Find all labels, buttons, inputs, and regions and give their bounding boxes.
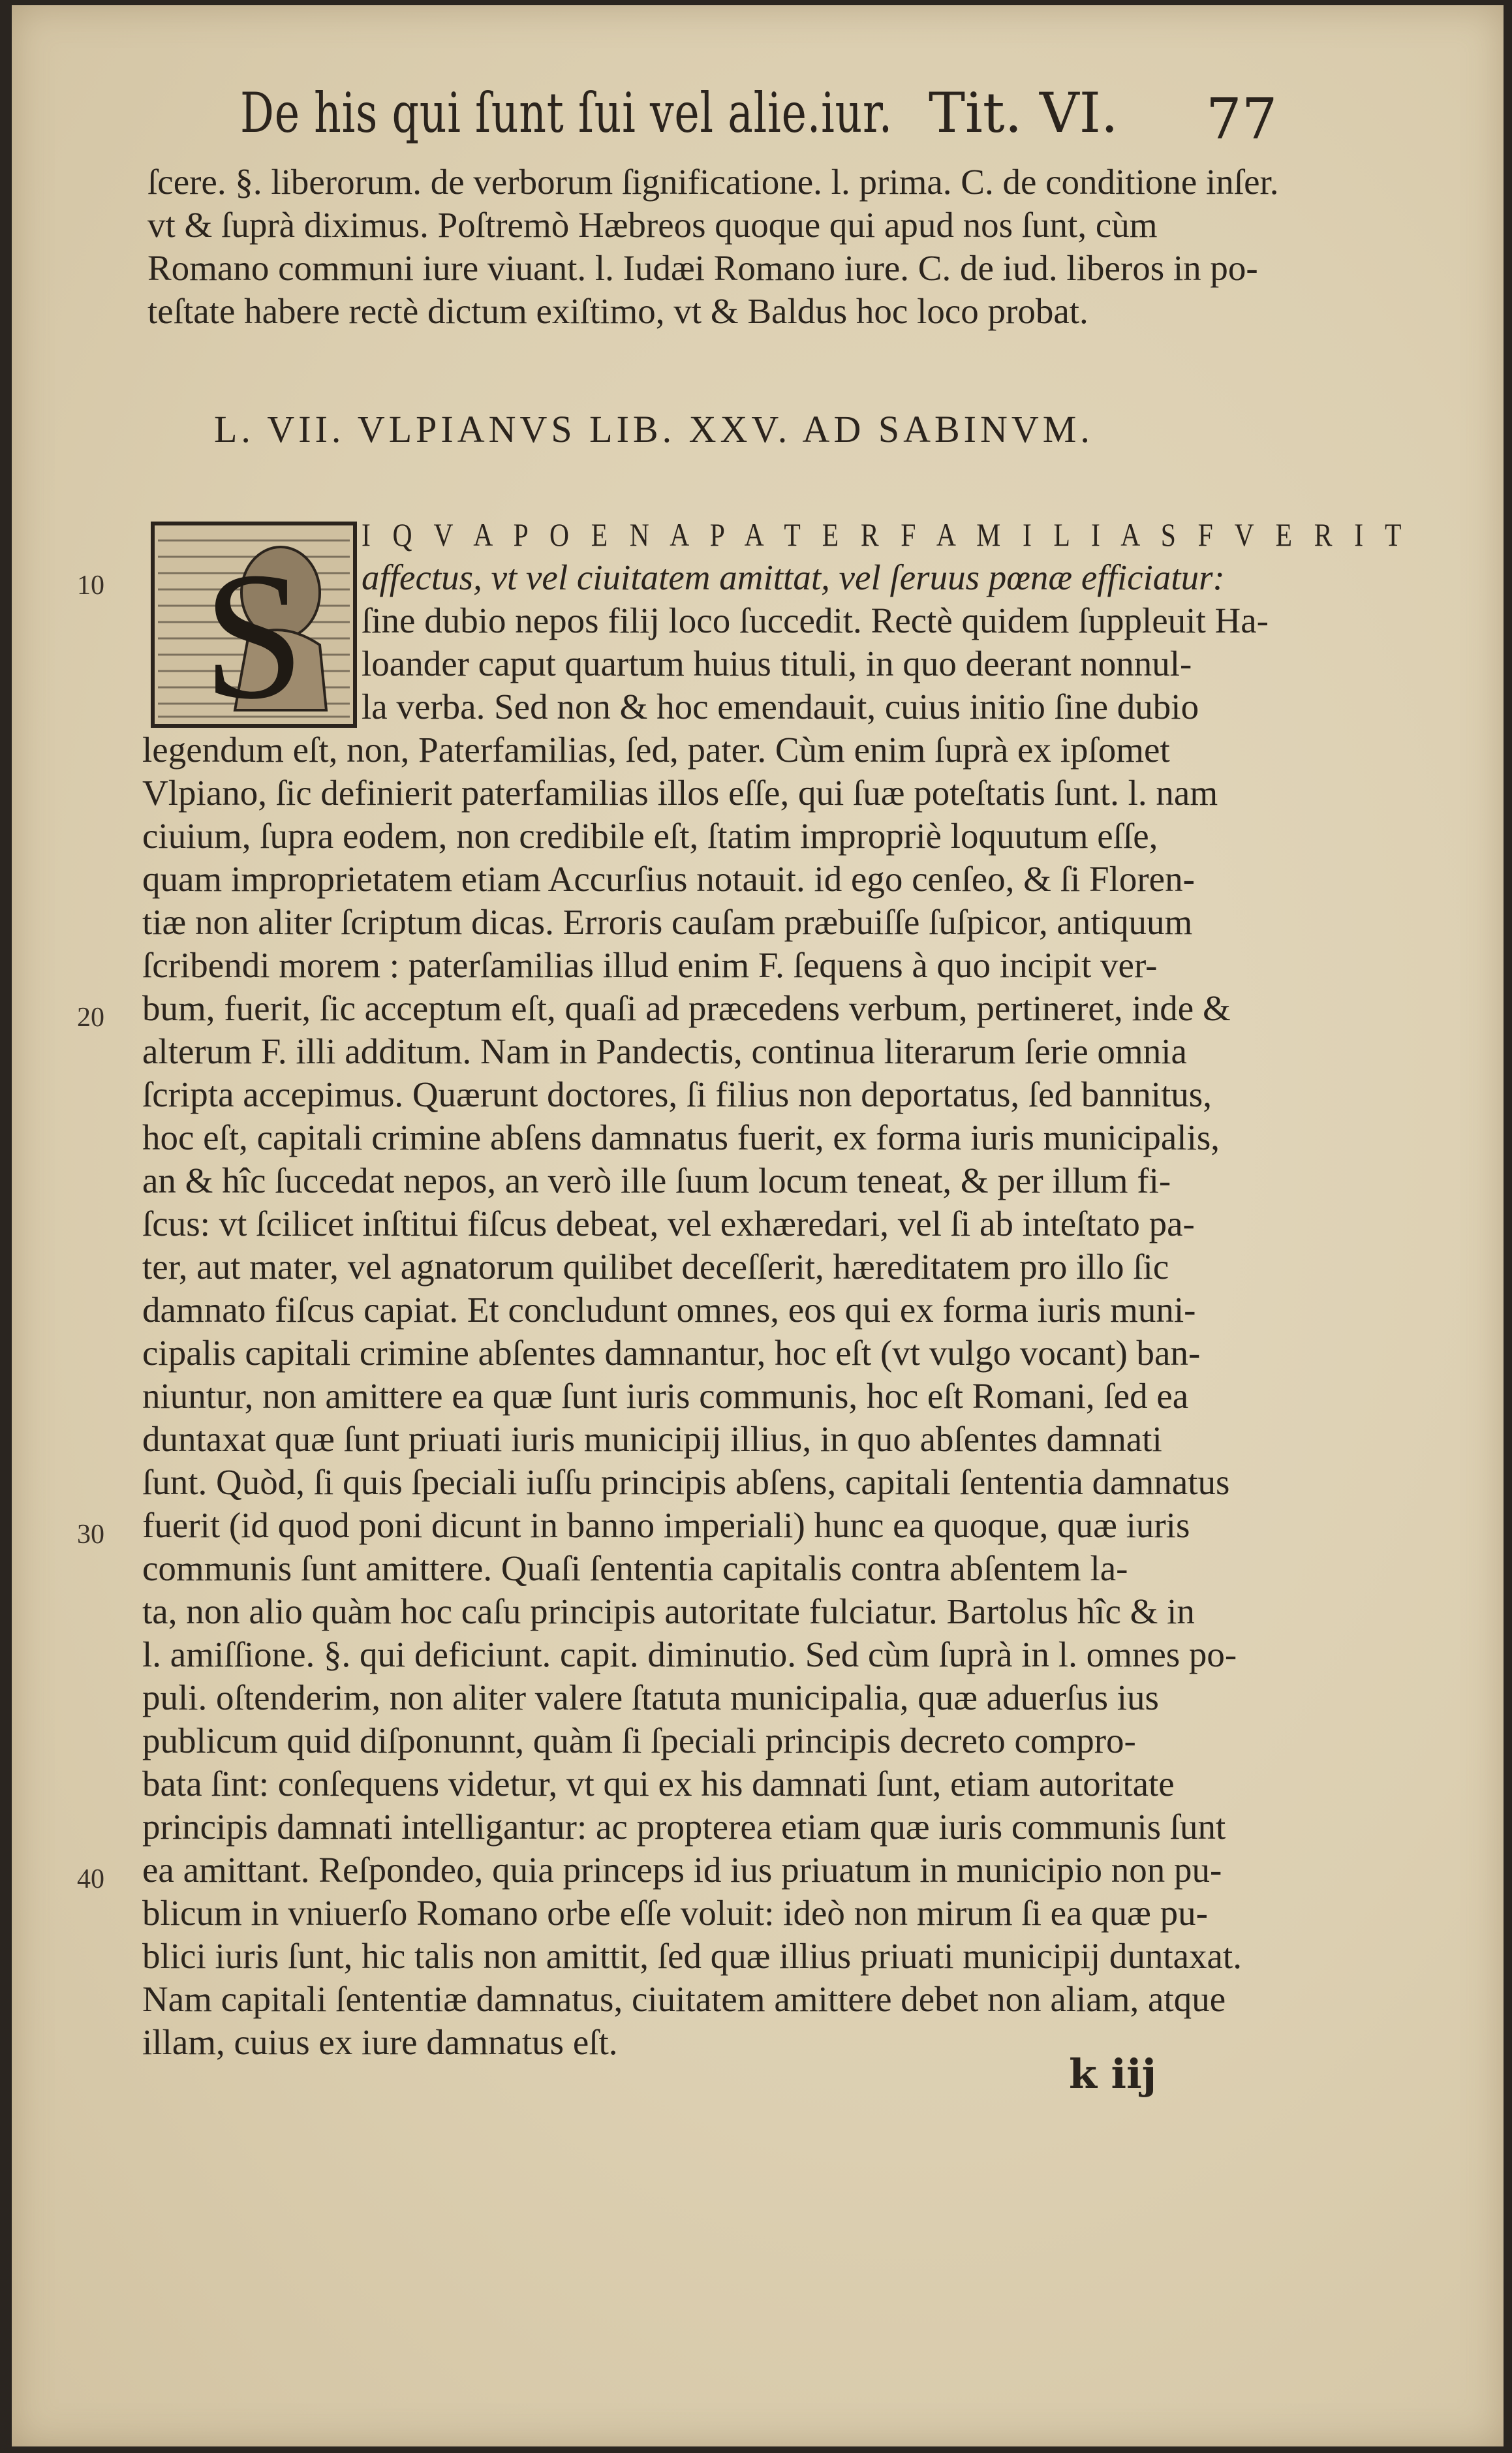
text-line: l. amiſſione. §. qui deficiunt. capit. diminutio. Sed cùm ſuprà in l. omnes po- bbox=[142, 1634, 1237, 1674]
text-line: Nam capitali ſententiæ damnatus, ciuitatem amittere debet non aliam, atque bbox=[142, 1979, 1226, 2019]
folio-number: 77 bbox=[1206, 87, 1278, 152]
text-line: vt & ſuprà diximus. Poſtremò Hæbreos quoque qui apud nos ſunt, cùm bbox=[147, 205, 1158, 245]
text-line: an & hîc ſuccedat nepos, an verò ille ſuum locum teneat, & per illum fi- bbox=[142, 1161, 1171, 1200]
decorated-initial-s bbox=[150, 521, 358, 728]
text-line: ſcripta accepimus. Quærunt doctores, ſi filius non deportatus, ſed bannitus, bbox=[142, 1074, 1212, 1114]
text-line: loander caput quartum huius tituli, in quo deerant nonnul- bbox=[362, 644, 1192, 683]
signature-mark: k iij bbox=[1069, 2050, 1157, 2098]
text-line: Vlpiano, ſic definierit paterfamilias illos eſſe, qui ſuæ poteſtatis ſunt. l. nam bbox=[142, 773, 1218, 813]
text-line: teſtate habere rectè dictum exiſtimo, vt & Baldus hoc loco probat. bbox=[147, 291, 1088, 331]
text-line: legendum eſt, non, Paterfamilias, ſed, pater. Cùm enim ſuprà ex ipſomet bbox=[142, 730, 1170, 770]
text-line: ciuium, ſupra eodem, non credibile eſt, ſtatim impropriè loquutum eſſe, bbox=[142, 816, 1158, 856]
line-number-margin: 10 bbox=[77, 570, 104, 601]
text-line: ea amittant. Reſpondeo, quia princeps id ius priuatum in municipio non pu- bbox=[142, 1850, 1222, 1890]
line-number-margin: 20 bbox=[77, 1003, 104, 1033]
text-line: blici iuris ſunt, hic talis non amittit, ſed quæ illius priuati municipij duntaxat. bbox=[142, 1936, 1242, 1976]
text-line: puli. oſtenderim, non aliter valere ſtatuta municipalia, quæ aduerſus ius bbox=[142, 1678, 1159, 1717]
text-line: duntaxat quæ ſunt priuati iuris municipij illius, in quo abſentes damnati bbox=[142, 1419, 1162, 1459]
text-line: ſcus: vt ſcilicet inſtitui fiſcus debeat, vel exhæredari, vel ſi ab inteſtato pa- bbox=[142, 1204, 1195, 1243]
lemma-line: affectus, vt vel ciuitatem amittat, vel ſeruus pœnæ efficiatur: bbox=[362, 557, 1225, 597]
lemma-line: I Q V A P O E N A P A T E R F A M I L I A S F V E R I T bbox=[362, 516, 1410, 553]
text-line: ta, non alio quàm hoc caſu principis autoritate fulciatur. Bartolus hîc & in bbox=[142, 1591, 1195, 1631]
text-line: ſine dubio nepos filij loco ſuccedit. Rectè quidem ſuppleuit Ha- bbox=[362, 601, 1269, 640]
text-line: publicum quid diſponunnt, quàm ſi ſpeciali principis decreto compro- bbox=[142, 1721, 1136, 1760]
text-line: bum, fuerit, ſic acceptum eſt, quaſi ad præcedens verbum, pertineret, inde & bbox=[142, 988, 1231, 1028]
text-line: cipalis capitali crimine abſentes damnantur, hoc eſt (vt vulgo vocant) ban- bbox=[142, 1333, 1201, 1373]
text-line: blicum in vniuerſo Romano orbe eſſe voluit: ideò non mirum ſi ea quæ pu- bbox=[142, 1893, 1208, 1933]
line-number-margin: 40 bbox=[77, 1864, 104, 1894]
text-line: hoc eſt, capitali crimine abſens damnatus fuerit, ex forma iuris municipalis, bbox=[142, 1117, 1220, 1157]
text-line: ſunt. Quòd, ſi quis ſpeciali iuſſu principis abſens, capitali ſententia damnatus bbox=[142, 1462, 1230, 1502]
book-page bbox=[12, 5, 1504, 2446]
text-line: la verba. Sed non & hoc emendauit, cuius initio ſine dubio bbox=[362, 687, 1199, 727]
text-line: damnato fiſcus capiat. Et concludunt omnes, eos qui ex forma iuris muni- bbox=[142, 1290, 1196, 1330]
text-line: bata ſint: conſequens videtur, vt qui ex his damnati ſunt, etiam autoritate bbox=[142, 1764, 1175, 1804]
text-line: fuerit (id quod poni dicunt in banno imperiali) hunc ea quoque, quæ iuris bbox=[142, 1505, 1190, 1545]
text-line: ſcribendi morem : paterſamilias illud enim F. ſequens à quo incipit ver- bbox=[142, 945, 1158, 985]
section-heading: L. VII. VLPIANVS LIB. XXV. AD SABINVM. bbox=[214, 408, 1094, 450]
text-line: illam, cuius ex iure damnatus eſt. bbox=[142, 2022, 618, 2062]
running-header bbox=[240, 74, 1317, 152]
title-number: Tit. VI. bbox=[929, 81, 1119, 145]
text-line: ter, aut mater, vel agnatorum quilibet deceſſerit, hæreditatem pro illo ſic bbox=[142, 1247, 1169, 1287]
text-line: Romano communi iure viuant. l. Iudæi Romano iure. C. de iud. liberos in po- bbox=[147, 248, 1258, 288]
running-title: De his qui ſunt ſui vel alie.iur. bbox=[240, 81, 893, 145]
text-line: niuntur, non amittere ea quæ ſunt iuris communis, hoc eſt Romani, ſed ea bbox=[142, 1376, 1189, 1416]
svg-text:S: S bbox=[203, 534, 305, 728]
text-line: communis ſunt amittere. Quaſi ſententia capitalis contra abſentem la- bbox=[142, 1548, 1128, 1588]
text-line: tiæ non aliter ſcriptum dicas. Erroris cauſam præbuiſſe ſuſpicor, antiquum bbox=[142, 902, 1193, 942]
text-line: principis damnati intelligantur: ac propterea etiam quæ iuris communis ſunt bbox=[142, 1807, 1226, 1847]
line-number-margin: 30 bbox=[77, 1520, 104, 1550]
text-line: alterum F. illi additum. Nam in Pandectis, continua literarum ſerie omnia bbox=[142, 1031, 1187, 1071]
text-line: quam improprietatem etiam Accurſius notauit. id ego cenſeo, & ſi Floren- bbox=[142, 859, 1195, 899]
text-line: ſcere. §. liberorum. de verborum ſignificatione. l. prima. C. de conditione inſer. bbox=[147, 162, 1279, 202]
